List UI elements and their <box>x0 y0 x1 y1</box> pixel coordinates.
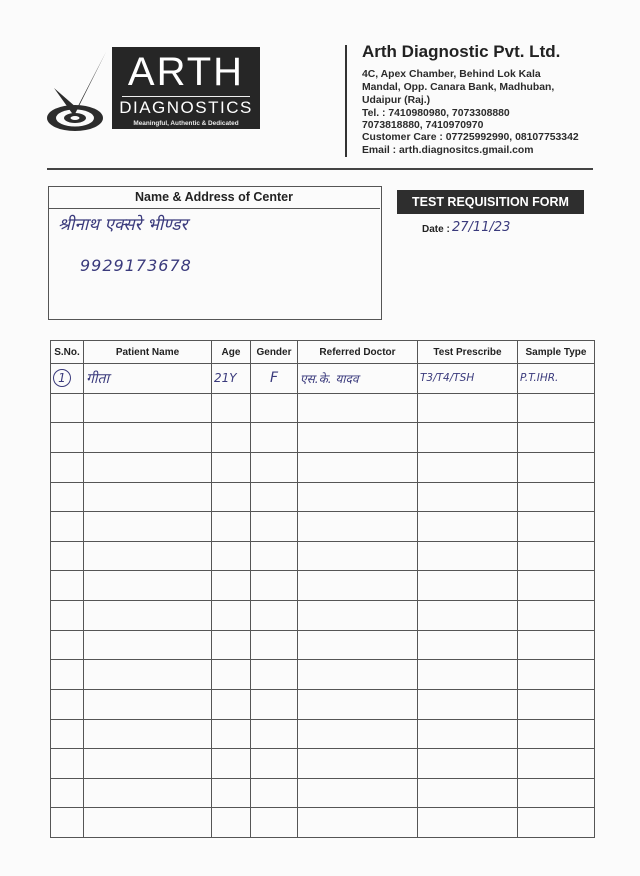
cell-age <box>212 778 251 808</box>
table-row <box>51 541 595 571</box>
table-row <box>51 364 595 394</box>
col-header-referred-doctor: Referred Doctor <box>298 341 418 364</box>
cell-sno <box>51 364 84 394</box>
cell-sample-type <box>518 393 595 423</box>
cell-referred-doctor <box>298 689 418 719</box>
cell-sample-type <box>518 423 595 453</box>
date-label: Date : <box>422 224 450 235</box>
table-row <box>51 778 595 808</box>
cell-sample-type <box>518 541 595 571</box>
cell-patient-name <box>84 778 212 808</box>
company-address-line: Udaipur (Raj.) <box>362 95 431 106</box>
cell-sno <box>51 571 84 601</box>
cell-gender <box>251 689 298 719</box>
cell-referred-doctor <box>298 512 418 542</box>
cell-referred-doctor <box>298 423 418 453</box>
cell-gender <box>251 423 298 453</box>
cell-gender <box>251 393 298 423</box>
cell-patient-name <box>84 571 212 601</box>
cell-gender <box>251 601 298 631</box>
cell-sno <box>51 660 84 690</box>
table-row <box>51 808 595 838</box>
cell-age <box>212 601 251 631</box>
cell-age <box>212 541 251 571</box>
cell-gender <box>251 719 298 749</box>
cell-sample-type <box>518 601 595 631</box>
cell-sample-type: P.T.IHR. <box>518 364 595 394</box>
logo-target-icon <box>44 50 110 134</box>
cell-sample-type <box>518 630 595 660</box>
cell-patient-name <box>84 660 212 690</box>
cell-gender <box>251 571 298 601</box>
cell-patient-name <box>84 423 212 453</box>
cell-sno <box>51 601 84 631</box>
cell-age <box>212 482 251 512</box>
header-divider <box>345 45 347 157</box>
logo-word: ARTH <box>127 50 245 94</box>
cell-test-prescribe <box>418 689 518 719</box>
cell-gender: F <box>251 364 298 394</box>
form-title: TEST REQUISITION FORM <box>397 190 584 214</box>
company-tel: Tel. : 7410980980, 7073308880 <box>362 108 510 119</box>
cell-gender <box>251 749 298 779</box>
cell-age <box>212 512 251 542</box>
logo-subtitle: DIAGNOSTICS <box>119 98 253 117</box>
cell-sample-type <box>518 689 595 719</box>
cell-age <box>212 660 251 690</box>
cell-sample-type <box>518 719 595 749</box>
cell-patient-name <box>84 482 212 512</box>
cell-referred-doctor <box>298 452 418 482</box>
customer-care: Customer Care : 07725992990, 08107753342 <box>362 132 579 143</box>
cell-sno <box>51 541 84 571</box>
center-name: श्रीनाथ एक्सरे भीण्डर <box>58 215 188 235</box>
sno-value: 1 <box>53 369 71 387</box>
cell-sno <box>51 689 84 719</box>
cell-patient-name <box>84 601 212 631</box>
cell-age <box>212 630 251 660</box>
cell-sample-type <box>518 571 595 601</box>
cell-patient-name <box>84 749 212 779</box>
cell-test-prescribe <box>418 423 518 453</box>
cell-referred-doctor <box>298 749 418 779</box>
cell-test-prescribe <box>418 393 518 423</box>
cell-gender <box>251 541 298 571</box>
table-header-row <box>51 341 595 364</box>
table-row <box>51 630 595 660</box>
header-rule <box>47 168 593 170</box>
table-row <box>51 719 595 749</box>
cell-gender <box>251 778 298 808</box>
company-name: Arth Diagnostic Pvt. Ltd. <box>362 42 561 61</box>
cell-referred-doctor <box>298 571 418 601</box>
cell-gender <box>251 630 298 660</box>
center-phone: 9929173678 <box>80 256 192 275</box>
table-row <box>51 660 595 690</box>
cell-patient-name <box>84 541 212 571</box>
table-row <box>51 482 595 512</box>
cell-age: 21Y <box>212 364 251 394</box>
company-address-line: Mandal, Opp. Canara Bank, Madhuban, <box>362 82 555 93</box>
cell-patient-name <box>84 512 212 542</box>
table-row <box>51 571 595 601</box>
cell-sno <box>51 512 84 542</box>
cell-referred-doctor <box>298 393 418 423</box>
table-row <box>51 393 595 423</box>
cell-patient-name <box>84 393 212 423</box>
company-email: Email : arth.diagnositcs.gmail.com <box>362 145 534 156</box>
cell-test-prescribe <box>418 601 518 631</box>
cell-age <box>212 808 251 838</box>
col-header-test-prescribe: Test Prescribe <box>418 341 518 364</box>
cell-referred-doctor <box>298 482 418 512</box>
cell-sno <box>51 482 84 512</box>
center-box-title: Name & Address of Center <box>135 190 293 204</box>
cell-sno <box>51 719 84 749</box>
col-header-sno: S.No. <box>51 341 84 364</box>
cell-referred-doctor <box>298 778 418 808</box>
cell-age <box>212 749 251 779</box>
cell-gender <box>251 660 298 690</box>
cell-test-prescribe <box>418 719 518 749</box>
cell-age <box>212 423 251 453</box>
cell-test-prescribe <box>418 660 518 690</box>
cell-age <box>212 452 251 482</box>
cell-sno <box>51 423 84 453</box>
col-header-gender: Gender <box>251 341 298 364</box>
cell-test-prescribe <box>418 630 518 660</box>
cell-patient-name <box>84 630 212 660</box>
center-address-box <box>48 186 382 320</box>
company-address-line: 4C, Apex Chamber, Behind Lok Kala <box>362 69 541 80</box>
cell-patient-name <box>84 452 212 482</box>
cell-age <box>212 689 251 719</box>
col-header-sample-type: Sample Type <box>518 341 595 364</box>
cell-age <box>212 719 251 749</box>
cell-sample-type <box>518 512 595 542</box>
table-row <box>51 601 595 631</box>
cell-referred-doctor <box>298 808 418 838</box>
cell-age <box>212 393 251 423</box>
table-row <box>51 512 595 542</box>
cell-referred-doctor <box>298 541 418 571</box>
cell-sno <box>51 630 84 660</box>
cell-test-prescribe <box>418 749 518 779</box>
cell-test-prescribe <box>418 778 518 808</box>
table-row <box>51 452 595 482</box>
cell-test-prescribe <box>418 452 518 482</box>
cell-sno <box>51 749 84 779</box>
requisition-table <box>50 340 595 838</box>
cell-sample-type <box>518 778 595 808</box>
cell-sno <box>51 808 84 838</box>
cell-test-prescribe: T3/T4/TSH <box>418 364 518 394</box>
table-row <box>51 423 595 453</box>
date-value: 27/11/23 <box>452 220 511 235</box>
cell-gender <box>251 512 298 542</box>
cell-referred-doctor <box>298 630 418 660</box>
cell-sno <box>51 452 84 482</box>
cell-test-prescribe <box>418 512 518 542</box>
cell-sample-type <box>518 660 595 690</box>
cell-patient-name <box>84 719 212 749</box>
logo-tagline: Meaningful, Authentic & Dedicated <box>133 120 239 127</box>
cell-test-prescribe <box>418 571 518 601</box>
cell-referred-doctor <box>298 719 418 749</box>
cell-gender <box>251 808 298 838</box>
cell-patient-name <box>84 689 212 719</box>
cell-sno <box>51 778 84 808</box>
cell-sno <box>51 393 84 423</box>
table-row <box>51 689 595 719</box>
cell-patient-name <box>84 808 212 838</box>
cell-age <box>212 571 251 601</box>
table-row <box>51 749 595 779</box>
cell-sample-type <box>518 482 595 512</box>
table-body <box>51 364 595 838</box>
col-header-patient-name: Patient Name <box>84 341 212 364</box>
cell-referred-doctor <box>298 601 418 631</box>
cell-referred-doctor <box>298 660 418 690</box>
center-title-rule <box>48 208 380 209</box>
cell-sample-type <box>518 749 595 779</box>
cell-patient-name: गीता <box>84 364 212 394</box>
col-header-age: Age <box>212 341 251 364</box>
cell-sample-type <box>518 808 595 838</box>
cell-test-prescribe <box>418 808 518 838</box>
cell-gender <box>251 482 298 512</box>
cell-test-prescribe <box>418 482 518 512</box>
company-tel-2: 7073818880, 7410970970 <box>362 120 484 131</box>
cell-referred-doctor: एस.के. यादव <box>298 364 418 394</box>
cell-gender <box>251 452 298 482</box>
cell-test-prescribe <box>418 541 518 571</box>
cell-sample-type <box>518 452 595 482</box>
